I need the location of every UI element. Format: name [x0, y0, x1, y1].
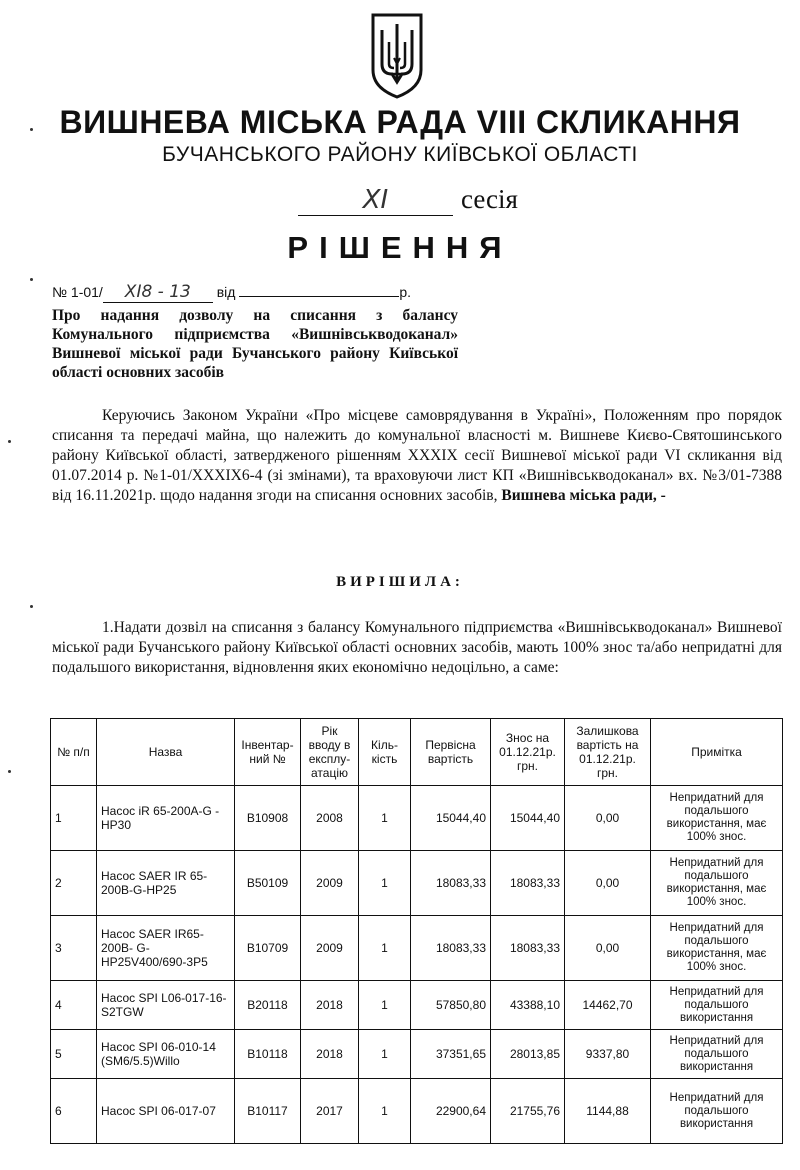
cell-num: 2	[51, 851, 97, 916]
cell-num: 5	[51, 1030, 97, 1079]
cell-residual: 0,00	[565, 851, 651, 916]
cell-year: 2008	[301, 786, 359, 851]
doc-number-prefix: № 1-01/	[52, 284, 103, 300]
cell-year: 2009	[301, 851, 359, 916]
cell-initial: 15044,40	[411, 786, 491, 851]
preamble-text: Керуючись Законом України «Про місцеве самоврядування в Україні», Положенням про порядок списання та передачі майна, що належить до комунальної власності м. Вишневе Києво-Святошинського району Київської області, затвердженого рішенням XXXIX сесії Вишневої міської ради VI скликання від 01.07.2014 р. №1-01/XXXIX6-4 (зі змінами), та враховуючи лист КП «Вишнівськводоканал» вх. №3/01-7388 від 16.11.2021р. щодо надання згоди на списання основних засобів,	[52, 407, 782, 504]
cell-name: Насос SAER IR65-200B- G-HP25V400/690-3P5	[97, 916, 235, 981]
header-residual: Залишкова вартість на 01.12.21р. грн.	[565, 719, 651, 786]
cell-year: 2018	[301, 981, 359, 1030]
cell-residual: 0,00	[565, 786, 651, 851]
cell-wear: 18083,33	[491, 916, 565, 981]
cell-note: Непридатний для подальшого використання, має 100% знос.	[651, 916, 783, 981]
resolved-title: ВИРІШИЛА:	[336, 574, 464, 590]
cell-year: 2018	[301, 1030, 359, 1079]
header-wear: Знос на 01.12.21р. грн.	[491, 719, 565, 786]
cell-residual: 14462,70	[565, 981, 651, 1030]
cell-wear: 15044,40	[491, 786, 565, 851]
scan-dot	[30, 605, 33, 608]
header-num: № п/п	[51, 719, 97, 786]
session-word: сесія	[461, 184, 518, 214]
cell-num: 3	[51, 916, 97, 981]
cell-num: 4	[51, 981, 97, 1030]
cell-num: 1	[51, 786, 97, 851]
cell-qty: 1	[359, 916, 411, 981]
session-line	[298, 184, 518, 216]
clause-1-paragraph: 1.Надати дозвіл на списання з балансу Комунального підприємства «Вишнівськводоканал» Вишневої міської ради Бучанського району Київської області основних засобів, мають 100% знос та/або непридатні для подальшого використання, відновлення яких економічно недоцільно, а саме:	[52, 619, 782, 676]
header-qty: Кіль-кість	[359, 719, 411, 786]
table-row	[51, 786, 783, 851]
scan-dot	[30, 278, 33, 281]
cell-note: Непридатний для подальшого використання, має 100% знос.	[651, 786, 783, 851]
cell-qty: 1	[359, 981, 411, 1030]
cell-note: Непридатний для подальшого використання, має 100% знос.	[651, 851, 783, 916]
council-subtitle: БУЧАНСЬКОГО РАЙОНУ КИЇВСЬКОЇ ОБЛАСТІ	[162, 143, 638, 166]
cell-name: Насос SPI L06-017-16-S2TGW	[97, 981, 235, 1030]
header-initial: Первісна вартість	[411, 719, 491, 786]
header-year: Рік вводу в експлу-атацію	[301, 719, 359, 786]
cell-residual: 0,00	[565, 916, 651, 981]
cell-initial: 18083,33	[411, 916, 491, 981]
cell-initial: 57850,80	[411, 981, 491, 1030]
doc-date-label: від	[216, 284, 236, 300]
cell-initial: 18083,33	[411, 851, 491, 916]
cell-year: 2009	[301, 916, 359, 981]
header-note: Примітка	[651, 719, 783, 786]
cell-num: 6	[51, 1079, 97, 1144]
scan-dot	[30, 128, 33, 131]
cell-name: Насос SPI 06-010-14 (SM6/5.5)Willo	[97, 1030, 235, 1079]
coat-of-arms-icon	[370, 12, 424, 100]
scan-dot	[8, 770, 11, 773]
cell-name: Насос SPI 06-017-07	[97, 1079, 235, 1144]
cell-year: 2017	[301, 1079, 359, 1144]
cell-inventory: B50109	[235, 851, 301, 916]
decision-title: РІШЕННЯ	[287, 230, 513, 265]
decision-subject: Про надання дозволу на списання з балансу Комунального підприємства «Вишнівськводоканал» Вишневої міської ради Бучанського району Київської області основних засобів	[52, 307, 458, 381]
doc-date-blank	[239, 296, 399, 297]
cell-wear: 21755,76	[491, 1079, 565, 1144]
table-row	[51, 916, 783, 981]
table-row	[51, 981, 783, 1030]
cell-inventory: B20118	[235, 981, 301, 1030]
cell-initial: 37351,65	[411, 1030, 491, 1079]
cell-inventory: B10118	[235, 1030, 301, 1079]
cell-qty: 1	[359, 851, 411, 916]
header-inventory: Інвентар-ний №	[235, 719, 301, 786]
cell-name: Насос iR 65-200A-G - HP30	[97, 786, 235, 851]
session-number: XI	[298, 185, 453, 216]
cell-qty: 1	[359, 1079, 411, 1144]
table-header-row	[51, 719, 783, 786]
cell-note: Непридатний для подальшого використання	[651, 1030, 783, 1079]
assets-table	[50, 718, 783, 1144]
cell-qty: 1	[359, 1030, 411, 1079]
cell-wear: 28013,85	[491, 1030, 565, 1079]
cell-qty: 1	[359, 786, 411, 851]
cell-inventory: B10908	[235, 786, 301, 851]
cell-note: Непридатний для подальшого використання	[651, 1079, 783, 1144]
cell-wear: 18083,33	[491, 851, 565, 916]
preamble-paragraph	[52, 406, 782, 506]
table-row	[51, 1079, 783, 1144]
doc-number-handwritten: XI8 - 13	[103, 282, 213, 303]
header-name: Назва	[97, 719, 235, 786]
cell-inventory: B10117	[235, 1079, 301, 1144]
cell-residual: 1144,88	[565, 1079, 651, 1144]
table-row	[51, 851, 783, 916]
council-title: ВИШНЕВА МІСЬКА РАДА VIII СКЛИКАННЯ	[59, 104, 741, 140]
preamble-bold-tail: Вишнева міська ради, -	[501, 487, 666, 504]
cell-wear: 43388,10	[491, 981, 565, 1030]
document-number-line	[52, 282, 411, 303]
cell-residual: 9337,80	[565, 1030, 651, 1079]
cell-note: Непридатний для подальшого використання	[651, 981, 783, 1030]
cell-initial: 22900,64	[411, 1079, 491, 1144]
cell-inventory: B10709	[235, 916, 301, 981]
cell-name: Насос SAER IR 65-200B-G-HP25	[97, 851, 235, 916]
doc-date-suffix: р.	[399, 284, 412, 300]
table-row	[51, 1030, 783, 1079]
scan-dot	[8, 440, 11, 443]
